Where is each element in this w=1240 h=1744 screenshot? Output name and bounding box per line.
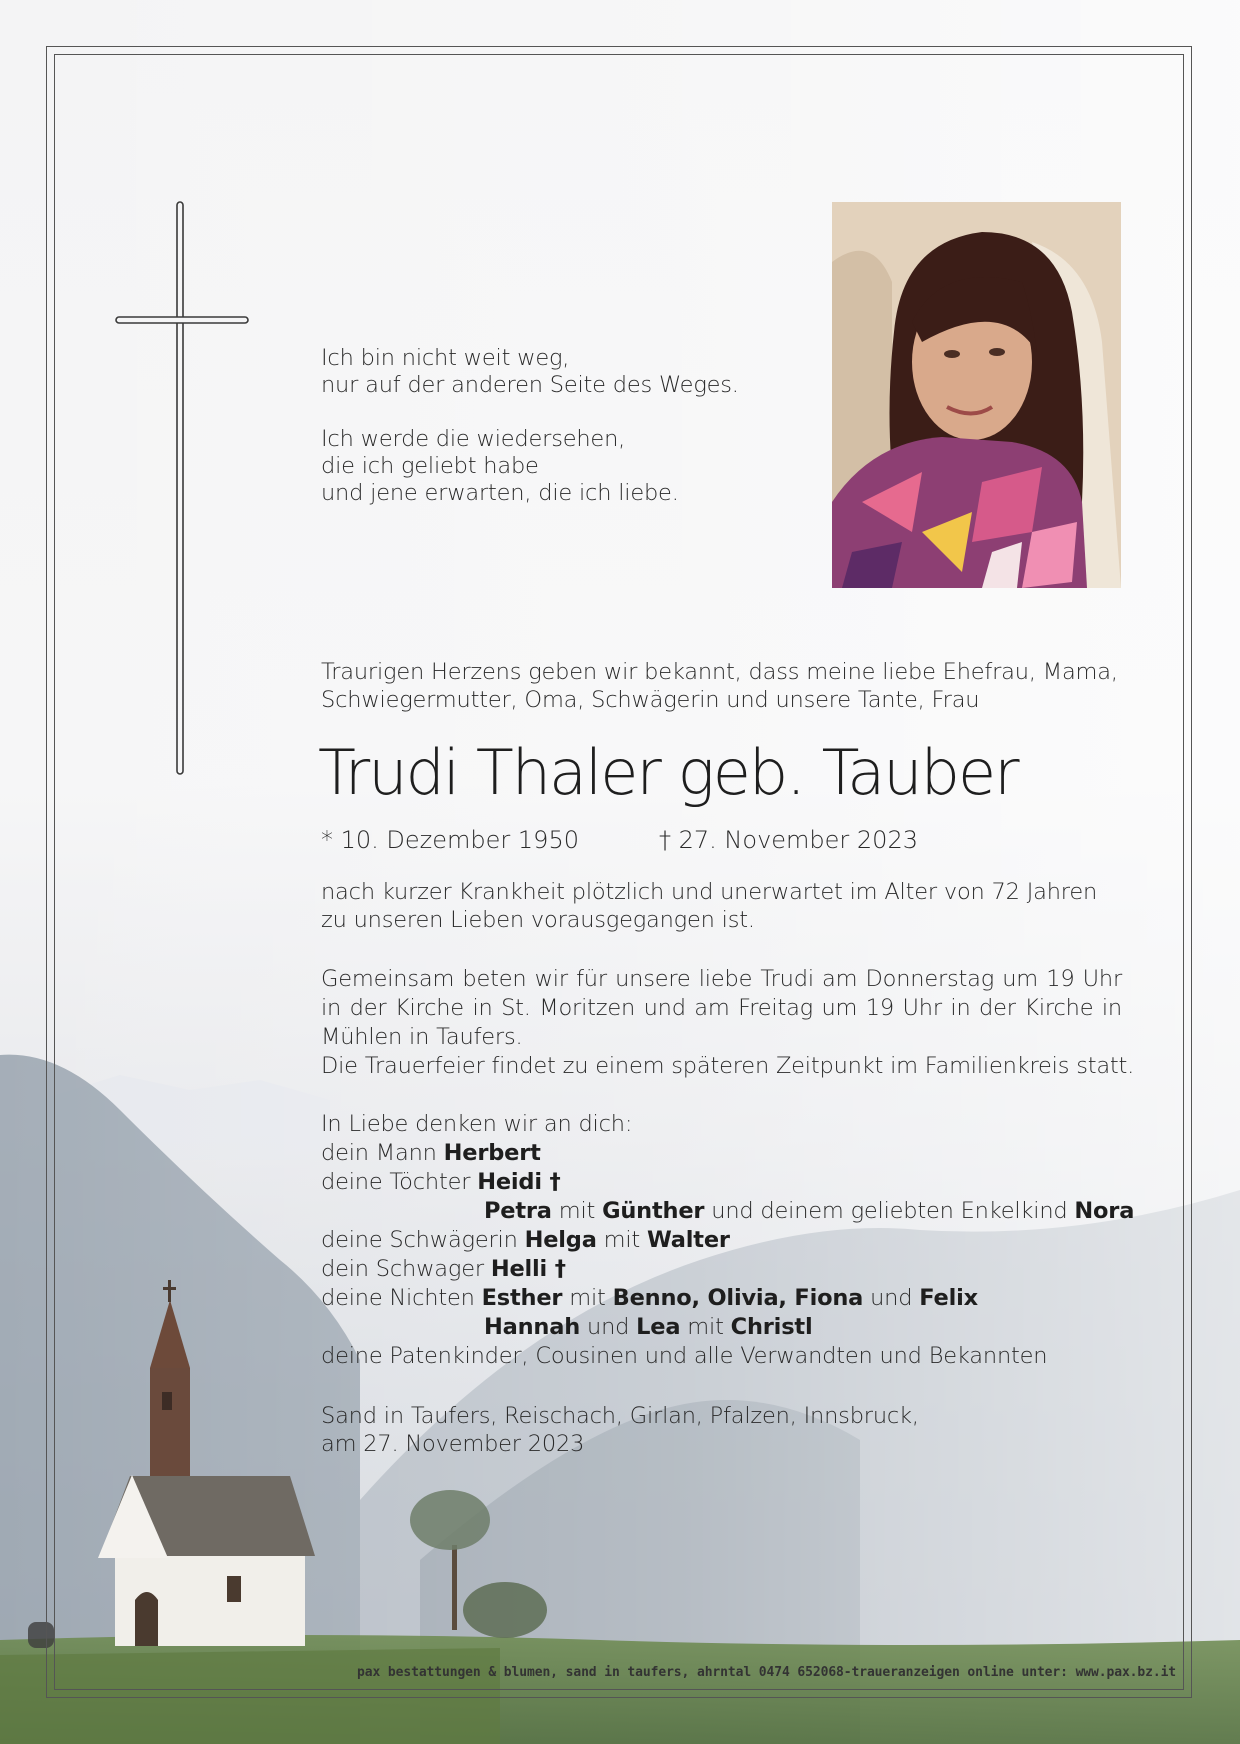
mourner-name: Nora [1074,1198,1135,1224]
mourner-name: Esther [481,1285,563,1311]
mourner-line [321,1139,1122,1168]
mourner-name: Helga [524,1227,597,1253]
poem-line: und jene erwarten, die ich liebe. [321,480,679,506]
announcement-intro [321,658,1122,714]
mourner-name: Walter [646,1227,730,1253]
mourner-relation: mit [562,1285,613,1311]
passing-text [321,878,1122,934]
service-paragraph: Gemeinsam beten wir für unsere liebe Trudi am Donnerstag um 19 Uhr in der Kirche in St. Moritzen und am Freitag um 19 Uhr in der Kirche in Mühlen in Taufers. [321,966,1122,1050]
mourner-name: Hannah [484,1314,581,1340]
mourner-line [321,1197,1135,1226]
places-line: Sand in Taufers, Reischach, Girlan, Pfalzen, Innsbruck, [321,1403,919,1429]
mourner-name: Petra [484,1198,552,1224]
mourner-line [321,1255,1122,1284]
places-block [321,1402,1122,1458]
mourner-name: Heidi † [477,1169,561,1195]
mourners-list [321,1139,1135,1371]
mourner-relation: und [863,1285,920,1311]
mourner-relation: und deinem geliebten Enkelkind [704,1198,1075,1224]
mourner-relation: und [580,1314,637,1340]
passing-line: nach kurzer Krankheit plötzlich und unerwartet im Alter von 72 Jahren [321,879,1098,905]
deceased-name: Trudi Thaler geb. Tauber [318,736,1018,809]
mourner-name: Felix [919,1285,978,1311]
intro-line: Schwiegermutter, Oma, Schwägerin und unsere Tante, Frau [321,687,980,713]
service-text [321,965,1135,1081]
mourner-name: Helli † [490,1256,566,1282]
mourner-line [321,1284,1122,1313]
date-line: am 27. November 2023 [321,1431,585,1457]
mourner-relation: dein Mann [321,1140,444,1166]
mourner-name: Günther [602,1198,705,1224]
mourner-relation: dein Schwager [321,1256,491,1282]
birth-date: * 10. Dezember 1950 [321,826,579,854]
funeral-paragraph: Die Trauerfeier findet zu einem späteren Zeitpunkt im Familienkreis statt. [321,1053,1135,1079]
death-date: † 27. November 2023 [659,826,918,854]
mourner-relation: deine Töchter [321,1169,478,1195]
mourner-line [321,1342,1122,1371]
mourner-relation: deine Patenkinder, Cousinen und alle Verwandten und Bekannten [321,1343,1048,1369]
poem [321,345,1122,507]
mourner-name: Christl [730,1314,813,1340]
poem-line: die ich geliebt habe [321,453,539,479]
cross-icon [112,198,252,778]
intro-line: Traurigen Herzens geben wir bekannt, dass meine liebe Ehefrau, Mama, [321,659,1118,685]
mourner-line [321,1226,1122,1255]
mourner-relation: mit [680,1314,731,1340]
poem-line: Ich bin nicht weit weg, [321,345,570,371]
mourner-relation: deine Nichten [321,1285,482,1311]
mourner-relation: mit [551,1198,603,1224]
mourner-relation: deine Schwägerin [321,1227,525,1253]
mourner-relation: mit [596,1227,647,1253]
mourners-section [321,1110,1135,1371]
poem-spacer [321,399,1122,426]
mourner-line [321,1168,1122,1197]
poem-line: Ich werde die wiedersehen, [321,426,626,452]
footer-credit: pax bestattungen & blumen, sand in taufers, ahrntal 0474 652068-traueranzeigen online unter: www.pax.bz.it [357,1665,1177,1680]
mourner-name: Herbert [443,1140,541,1166]
mourner-name: Lea [636,1314,681,1340]
mourner-line [321,1313,1122,1342]
mourner-name: Benno, Olivia, Fiona [612,1285,864,1311]
mourners-heading: In Liebe denken wir an dich: [321,1111,633,1137]
poem-line: nur auf der anderen Seite des Weges. [321,372,739,398]
passing-line: zu unseren Lieben vorausgegangen ist. [321,907,755,933]
